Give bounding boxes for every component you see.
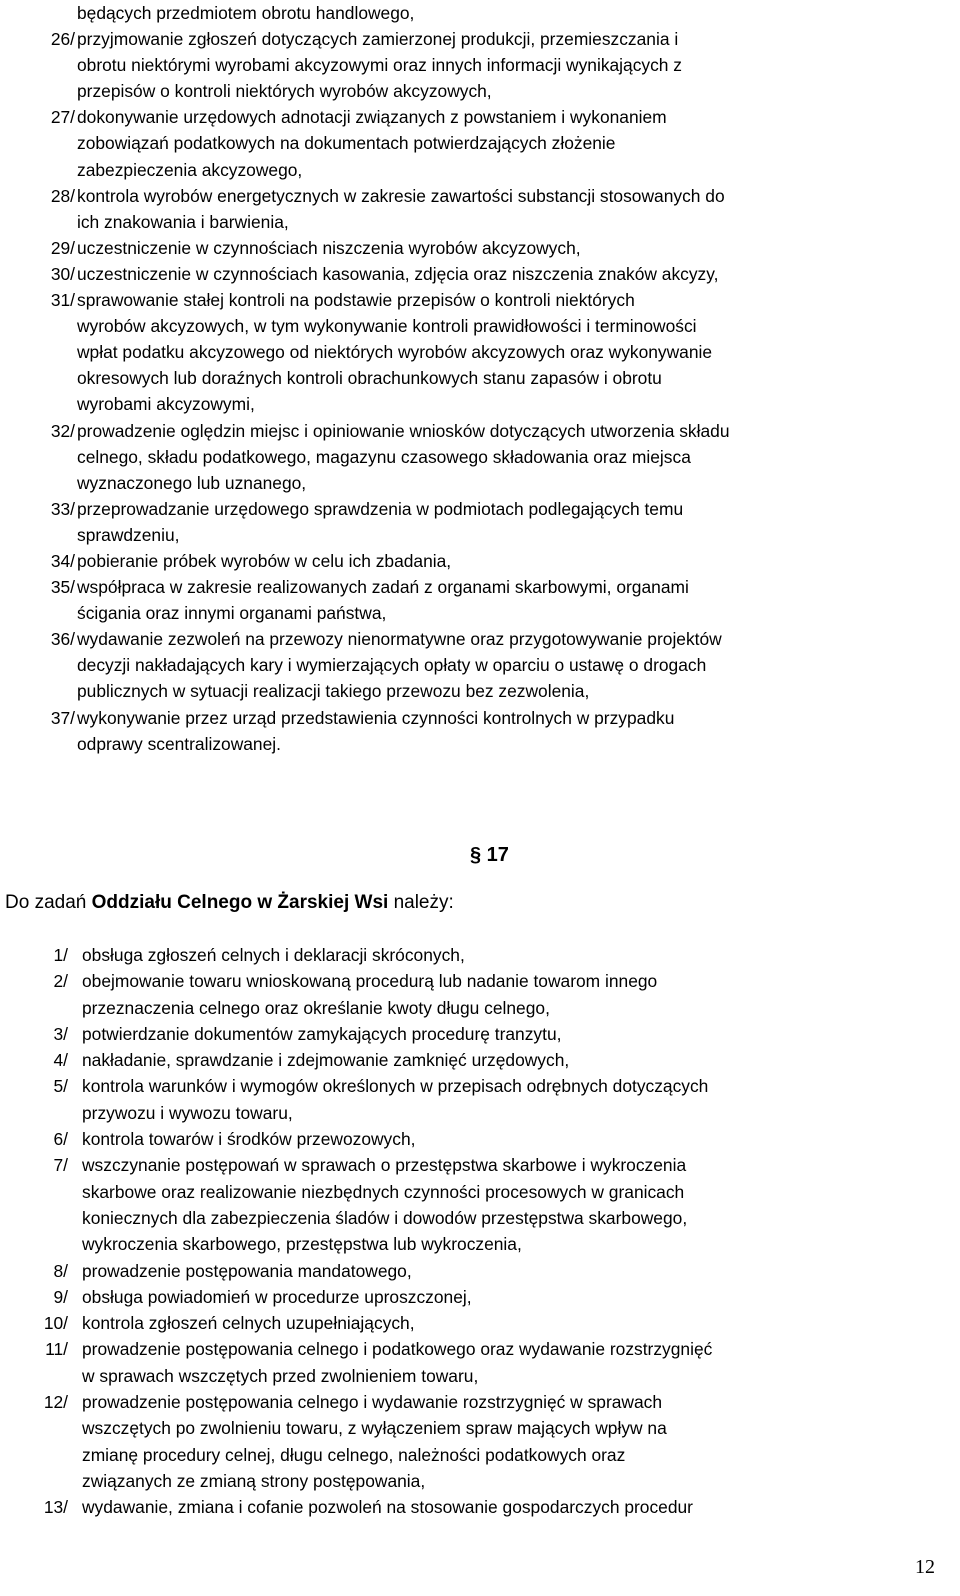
item-number: 7/ bbox=[53, 1155, 68, 1176]
item-text-line: sprawowanie stałej kontroli na podstawie przepisów o kontroli niektórych bbox=[77, 290, 635, 311]
item-text-line: wpłat podatku akcyzowego od niektórych wyrobów akcyzowych oraz wykonywanie bbox=[77, 342, 713, 363]
list-item bbox=[10, 1310, 940, 1336]
item-text-line: nakładanie, sprawdzanie i zdejmowanie zamknięć urzędowych, bbox=[82, 1050, 570, 1071]
list-item bbox=[10, 1126, 940, 1152]
item-text-line: przeznaczenia celnego oraz określanie kwoty długu celnego, bbox=[82, 997, 550, 1018]
bottom-task-list bbox=[10, 942, 940, 1521]
item-number: 4/ bbox=[53, 1050, 68, 1071]
list-item bbox=[10, 1389, 940, 1494]
item-text-line: obrotu niektórymi wyrobami akcyzowymi oraz innych informacji wynikających z bbox=[77, 55, 683, 76]
item-text-line: koniecznych dla zabezpieczenia śladów i dowodów przestępstwa skarbowego, bbox=[82, 1207, 688, 1228]
item-text-line: wydawanie, zmiana i cofanie pozwoleń na stosowanie gospodarczych procedur bbox=[82, 1497, 693, 1518]
list-item bbox=[10, 1284, 940, 1310]
section-heading: § 17 bbox=[470, 844, 509, 866]
item-text-line: celnego, składu podatkowego, magazynu czasowego składowania oraz miejsca bbox=[77, 446, 691, 467]
list-item bbox=[42, 626, 947, 704]
list-item bbox=[10, 942, 940, 968]
item-number: 12/ bbox=[43, 1392, 68, 1413]
item-text-line: wykonywanie przez urząd przedstawienia czynności kontrolnych w przypadku bbox=[77, 707, 675, 728]
item-text-line: zabezpieczenia akcyzowego, bbox=[77, 159, 303, 180]
item-number: 8/ bbox=[53, 1260, 68, 1281]
item-text-line: uczestniczenie w czynnościach kasowania, zdjęcia oraz niszczenia znaków akcyzy, bbox=[77, 263, 719, 284]
item-text-line: wyrobami akcyzowymi, bbox=[77, 394, 255, 415]
item-number: 30/ bbox=[50, 263, 75, 284]
intro-text-after: należy: bbox=[388, 892, 454, 913]
item-number: 37/ bbox=[50, 707, 75, 728]
item-text-line: wyrobów akcyzowych, w tym wykonywanie kontroli prawidłowości i terminowości bbox=[77, 316, 697, 337]
item-number: 33/ bbox=[50, 498, 75, 519]
item-number: 29/ bbox=[50, 237, 75, 258]
item-text-line: prowadzenie postępowania mandatowego, bbox=[82, 1260, 412, 1281]
section-intro bbox=[5, 890, 454, 916]
list-item bbox=[10, 1494, 940, 1520]
item-text-line: w sprawach wszczętych przed zwolnieniem towaru, bbox=[82, 1365, 479, 1386]
item-number: 35/ bbox=[50, 577, 75, 598]
item-text-line: dokonywanie urzędowych adnotacji związanych z powstaniem i wykonaniem bbox=[77, 107, 667, 128]
item-number: 26/ bbox=[50, 29, 75, 50]
item-text-line: obsługa powiadomień w procedurze uproszczonej, bbox=[82, 1286, 472, 1307]
list-item bbox=[10, 1073, 940, 1126]
item-text-line: będących przedmiotem obrotu handlowego, bbox=[77, 3, 415, 23]
item-number: 13/ bbox=[43, 1497, 68, 1518]
list-item bbox=[42, 261, 947, 287]
item-text-line: kontrola wyrobów energetycznych w zakresie zawartości substancji stosowanych do bbox=[77, 185, 725, 206]
item-number: 6/ bbox=[53, 1129, 68, 1150]
item-number: 27/ bbox=[50, 107, 75, 128]
list-item bbox=[42, 574, 947, 626]
item-text-line: obsługa zgłoszeń celnych i deklaracji skróconych, bbox=[82, 945, 465, 965]
item-text-line: obejmowanie towaru wnioskowaną procedurą lub nadanie towarom innego bbox=[82, 971, 658, 992]
list-item bbox=[10, 1047, 940, 1073]
item-text-line: decyzji nakładających kary i wymierzających opłaty w oparciu o ustawę o drogach bbox=[77, 655, 707, 676]
list-item bbox=[10, 1336, 940, 1389]
item-text-line: wszczynanie postępowań w sprawach o przestępstwa skarbowe i wykroczenia bbox=[82, 1155, 687, 1176]
list-item bbox=[10, 1021, 940, 1047]
list-item bbox=[42, 418, 947, 496]
page-number: 12 bbox=[915, 1556, 935, 1578]
item-text-line: współpraca w zakresie realizowanych zadań z organami skarbowymi, organami bbox=[77, 577, 689, 598]
item-text-line: publicznych w sytuacji realizacji takiego przewozu bez zezwolenia, bbox=[77, 681, 590, 702]
item-number: 36/ bbox=[50, 629, 75, 650]
list-item bbox=[42, 26, 947, 104]
item-text-line: uczestniczenie w czynnościach niszczenia wyrobów akcyzowych, bbox=[77, 237, 581, 258]
intro-office-name: Oddziału Celnego w Żarskiej Wsi bbox=[91, 892, 389, 913]
item-text-line: prowadzenie oględzin miejsc i opiniowanie wniosków dotyczących utworzenia składu bbox=[77, 420, 730, 441]
item-text-line: wyznaczonego lub uznanego, bbox=[77, 472, 307, 493]
item-text-line: pobieranie próbek wyrobów w celu ich zbadania, bbox=[77, 550, 452, 571]
item-text-line: zobowiązań podatkowych na dokumentach potwierdzających złożenie bbox=[77, 133, 616, 154]
list-item bbox=[42, 287, 947, 417]
item-text-line: ich znakowania i barwienia, bbox=[77, 211, 289, 232]
item-number: 3/ bbox=[53, 1023, 68, 1044]
list-item bbox=[10, 1152, 940, 1257]
item-text-line: zmianę procedury celnej, długu celnego, należności podatkowych oraz bbox=[82, 1444, 626, 1465]
item-number: 2/ bbox=[53, 971, 68, 992]
item-text-line: prowadzenie postępowania celnego i wydawanie rozstrzygnięć w sprawach bbox=[82, 1392, 663, 1413]
list-item bbox=[10, 968, 940, 1021]
item-text-line: przywozu i wywozu towaru, bbox=[82, 1102, 293, 1123]
item-number: 5/ bbox=[53, 1076, 68, 1097]
item-text-line: wydawanie zezwoleń na przewozy nienormatywne oraz przygotowywanie projektów bbox=[77, 629, 722, 650]
item-text-line: skarbowe oraz realizowanie niezbędnych czynności procesowych w granicach bbox=[82, 1181, 685, 1202]
item-number: 1/ bbox=[53, 945, 68, 965]
item-text-line: związanych ze zmianą strony postępowania, bbox=[82, 1470, 426, 1491]
list-item bbox=[42, 183, 947, 235]
item-number: 34/ bbox=[50, 550, 75, 571]
item-number: 32/ bbox=[50, 420, 75, 441]
list-item bbox=[42, 496, 947, 548]
item-text-line: kontrola zgłoszeń celnych uzupełniających, bbox=[82, 1313, 415, 1334]
list-item bbox=[42, 705, 947, 757]
top-task-list bbox=[42, 0, 947, 757]
item-number: 9/ bbox=[53, 1286, 68, 1307]
item-text-line: sprawdzeniu, bbox=[77, 524, 180, 545]
list-item bbox=[42, 235, 947, 261]
item-text-line: potwierdzanie dokumentów zamykających procedurę tranzytu, bbox=[82, 1023, 562, 1044]
item-text-line: kontrola warunków i wymogów określonych w przepisach odrębnych dotyczących bbox=[82, 1076, 709, 1097]
item-text-line: odprawy scentralizowanej. bbox=[77, 733, 281, 754]
item-text-line: przyjmowanie zgłoszeń dotyczących zamierzonej produkcji, przemieszczania i bbox=[77, 29, 679, 50]
item-number: 28/ bbox=[50, 185, 75, 206]
item-text-line: okresowych lub doraźnych kontroli obrachunkowych stanu zapasów i obrotu bbox=[77, 368, 662, 389]
item-number: 11/ bbox=[45, 1339, 68, 1360]
item-text-line: wszczętych po zwolnieniu towaru, z wyłączeniem spraw mających wpływ na bbox=[82, 1418, 667, 1439]
item-text-line: ścigania oraz innymi organami państwa, bbox=[77, 603, 387, 624]
item-text-line: prowadzenie postępowania celnego i podatkowego oraz wydawanie rozstrzygnięć bbox=[82, 1339, 713, 1360]
item-number: 31/ bbox=[50, 290, 75, 311]
intro-text-before: Do zadań bbox=[5, 892, 92, 913]
item-text-line: wykroczenia skarbowego, przestępstwa lub wykroczenia, bbox=[82, 1234, 522, 1255]
item-text-line: kontrola towarów i środków przewozowych, bbox=[82, 1129, 416, 1150]
list-item bbox=[42, 104, 947, 182]
item-text-line: przeprowadzanie urzędowego sprawdzenia w podmiotach podlegających temu bbox=[77, 498, 684, 519]
list-item bbox=[42, 0, 947, 26]
item-text-line: przepisów o kontroli niektórych wyrobów akcyzowych, bbox=[77, 81, 492, 102]
item-number: 10/ bbox=[43, 1313, 68, 1334]
list-item bbox=[10, 1258, 940, 1284]
list-item bbox=[42, 548, 947, 574]
